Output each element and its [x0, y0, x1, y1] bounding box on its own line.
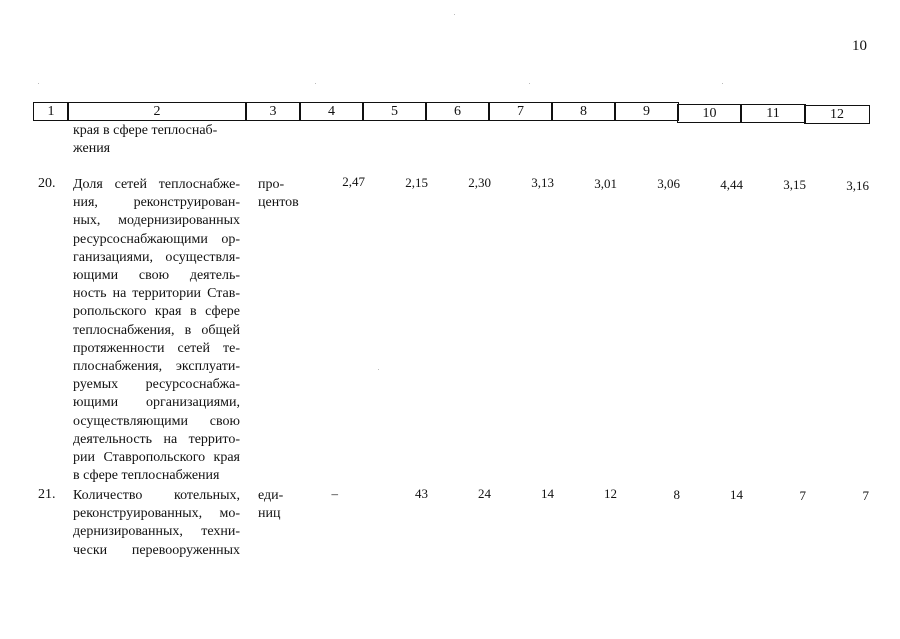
scan-speck [38, 83, 39, 84]
desc-line: ющими свою деятель- [73, 268, 240, 284]
value-col-4: 2,47 [342, 174, 365, 189]
value-col-12: 7 [862, 488, 869, 503]
unit-line: ниц [258, 506, 281, 521]
desc-line: ния, реконструирован- [73, 195, 240, 211]
row-number: 21. [38, 487, 56, 502]
desc-line: осуществляющими свою [73, 413, 240, 429]
desc-line: руемых ресурсоснабжа- [73, 377, 240, 393]
value-col-8: 12 [604, 486, 617, 501]
header-col-10: 10 [677, 104, 742, 123]
desc-line: ных, модернизированных [73, 213, 240, 229]
desc-line: ресурсоснабжающими ор- [73, 231, 240, 247]
value-col-5: 43 [415, 486, 428, 501]
row-description [73, 176, 240, 485]
header-col-1: 1 [33, 102, 69, 121]
value-col-11: 7 [799, 488, 806, 503]
desc-line: деятельность на террито- [73, 431, 240, 447]
header-col-4: 4 [299, 102, 364, 121]
desc-line: протяженности сетей те- [73, 340, 240, 356]
header-col-12: 12 [804, 105, 870, 124]
header-col-5: 5 [362, 102, 427, 121]
desc-line: ропольского края в сфере [73, 304, 240, 320]
value-col-10: 14 [730, 487, 743, 502]
value-col-12: 3,16 [846, 178, 869, 193]
header-col-8: 8 [551, 102, 616, 121]
desc-line: Количество котельных, [73, 488, 240, 503]
header-col-3: 3 [245, 102, 301, 121]
value-col-7: 3,13 [531, 175, 554, 190]
desc-line: реконструированных, мо- [73, 506, 240, 522]
header-col-2: 2 [67, 102, 247, 121]
header-col-6: 6 [425, 102, 490, 121]
desc-line: дернизированных, техни- [73, 524, 240, 540]
desc-line: чески перевооруженных [73, 542, 240, 558]
scan-speck [378, 369, 379, 370]
value-col-5: 2,15 [405, 175, 428, 190]
unit-line: еди- [258, 488, 284, 503]
header-col-9: 9 [614, 102, 679, 121]
value-col-4: – [331, 486, 338, 501]
desc-line: ность на территории Став- [73, 286, 240, 302]
scan-speck [529, 83, 530, 84]
header-col-7: 7 [488, 102, 553, 121]
value-col-8: 3,01 [594, 176, 617, 191]
continuation-line: края в сфере теплоснаб- [73, 123, 218, 138]
value-col-6: 2,30 [468, 175, 491, 190]
desc-line: в сфере теплоснабжения [73, 468, 220, 484]
value-col-9: 8 [673, 487, 680, 502]
value-col-9: 3,06 [657, 176, 680, 191]
row-unit [258, 176, 299, 212]
value-col-6: 24 [478, 486, 491, 501]
scan-speck [315, 83, 316, 84]
desc-line: плоснабжения, эксплуати- [73, 359, 240, 375]
continuation-line: жения [73, 141, 111, 156]
desc-line: теплоснабжения, в общей [73, 322, 240, 338]
desc-line: ганизациями, осуществля- [73, 249, 240, 265]
scan-speck [454, 14, 455, 15]
continuation-text [73, 122, 217, 158]
page-number: 10 [852, 38, 867, 54]
scan-speck [722, 83, 723, 84]
value-col-10: 4,44 [720, 177, 743, 192]
desc-line: Доля сетей теплоснабже- [73, 177, 240, 192]
unit-line: про- [258, 177, 285, 192]
header-col-11: 11 [740, 104, 806, 123]
desc-line: рии Ставропольского края [73, 450, 240, 466]
value-col-7: 14 [541, 486, 554, 501]
row-number: 20. [38, 176, 56, 191]
row-description [73, 487, 240, 560]
value-col-11: 3,15 [783, 177, 806, 192]
row-unit [258, 487, 283, 523]
unit-line: центов [258, 195, 299, 210]
desc-line: ющими организациями, [73, 395, 240, 411]
